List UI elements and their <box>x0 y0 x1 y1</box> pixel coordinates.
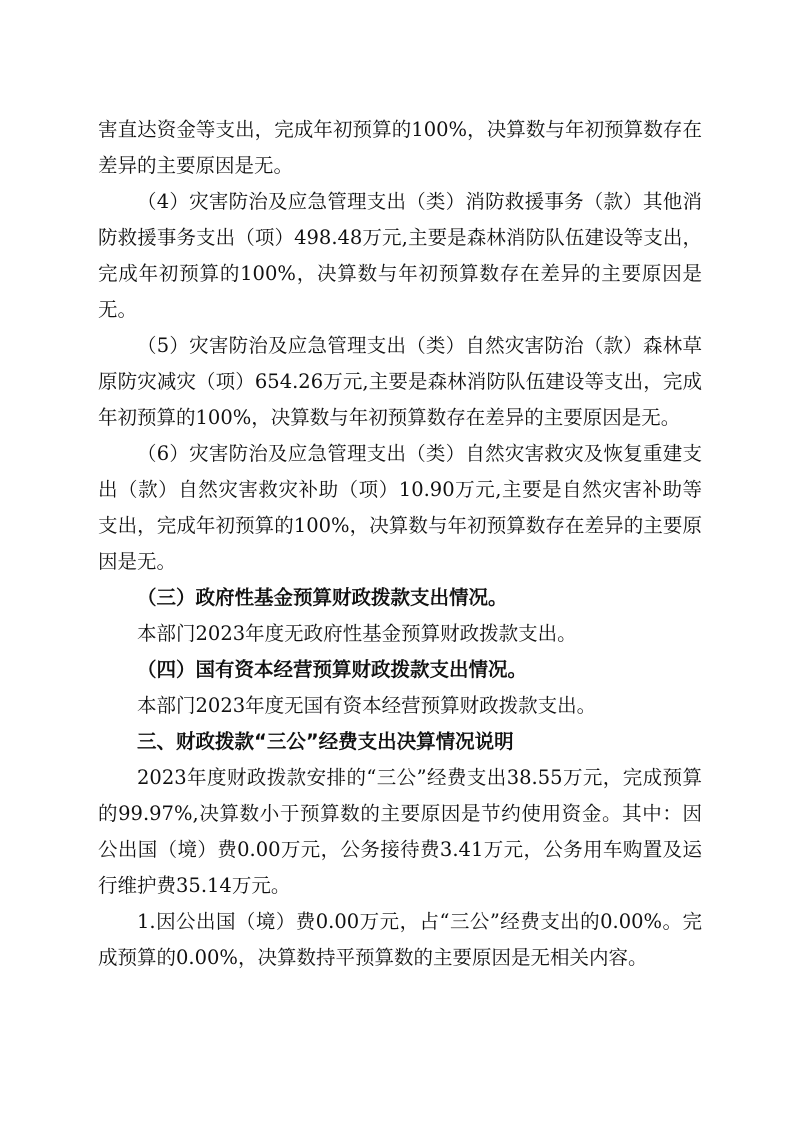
paragraph-overseas-travel: 1.因公出国（境）费0.00万元，占“三公”经费支出的0.00%。完成预算的0.00%，决算数持平预算数的主要原因是无相关内容。 <box>98 910 702 969</box>
paragraph-item-6: （6）灾害防治及应急管理支出（类）自然灾害救灾及恢复重建支出（款）自然灾害救灾补助（项）10.90万元,主要是自然灾害补助等支出，完成年初预算的100%，决算数与年初预算数存在差异的主要原因是无。 <box>98 442 702 573</box>
paragraph-continuation: 害直达资金等支出，完成年初预算的100%，决算数与年初预算数存在差异的主要原因是无。 <box>98 118 702 177</box>
paragraph-item-5: （5）灾害防治及应急管理支出（类）自然灾害防治（款）森林草原防灾减灾（项）654.26万元,主要是森林消防队伍建设等支出，完成年初预算的100%，决算数与年初预算数存在差异的主要原因是无。 <box>98 334 702 429</box>
section-heading-state-capital: （四）国有资本经营预算财政拨款支出情况。 <box>137 658 528 681</box>
section-heading-government-fund: （三）政府性基金预算财政拨款支出情况。 <box>137 586 508 609</box>
document-body <box>98 112 702 976</box>
paragraph-three-public-summary: 2023年度财政拨款安排的“三公”经费支出38.55万元，完成预算的99.97%,决算数小于预算数的主要原因是节约使用资金。其中：因公出国（境）费0.00万元，公务接待费3.41万元，公务用车购置及运行维护费35.14万元。 <box>98 766 702 897</box>
section-text-government-fund: 本部门2023年度无政府性基金预算财政拨款支出。 <box>137 622 577 645</box>
paragraph-item-4: （4）灾害防治及应急管理支出（类）消防救援事务（款）其他消防救援事务支出（项）498.48万元,主要是森林消防队伍建设等支出，完成年初预算的100%，决算数与年初预算数存在差异的主要原因是无。 <box>98 190 702 321</box>
section-text-state-capital: 本部门2023年度无国有资本经营预算财政拨款支出。 <box>137 694 597 717</box>
part-heading-three-public: 三、财政拨款“三公”经费支出决算情况说明 <box>137 730 514 753</box>
